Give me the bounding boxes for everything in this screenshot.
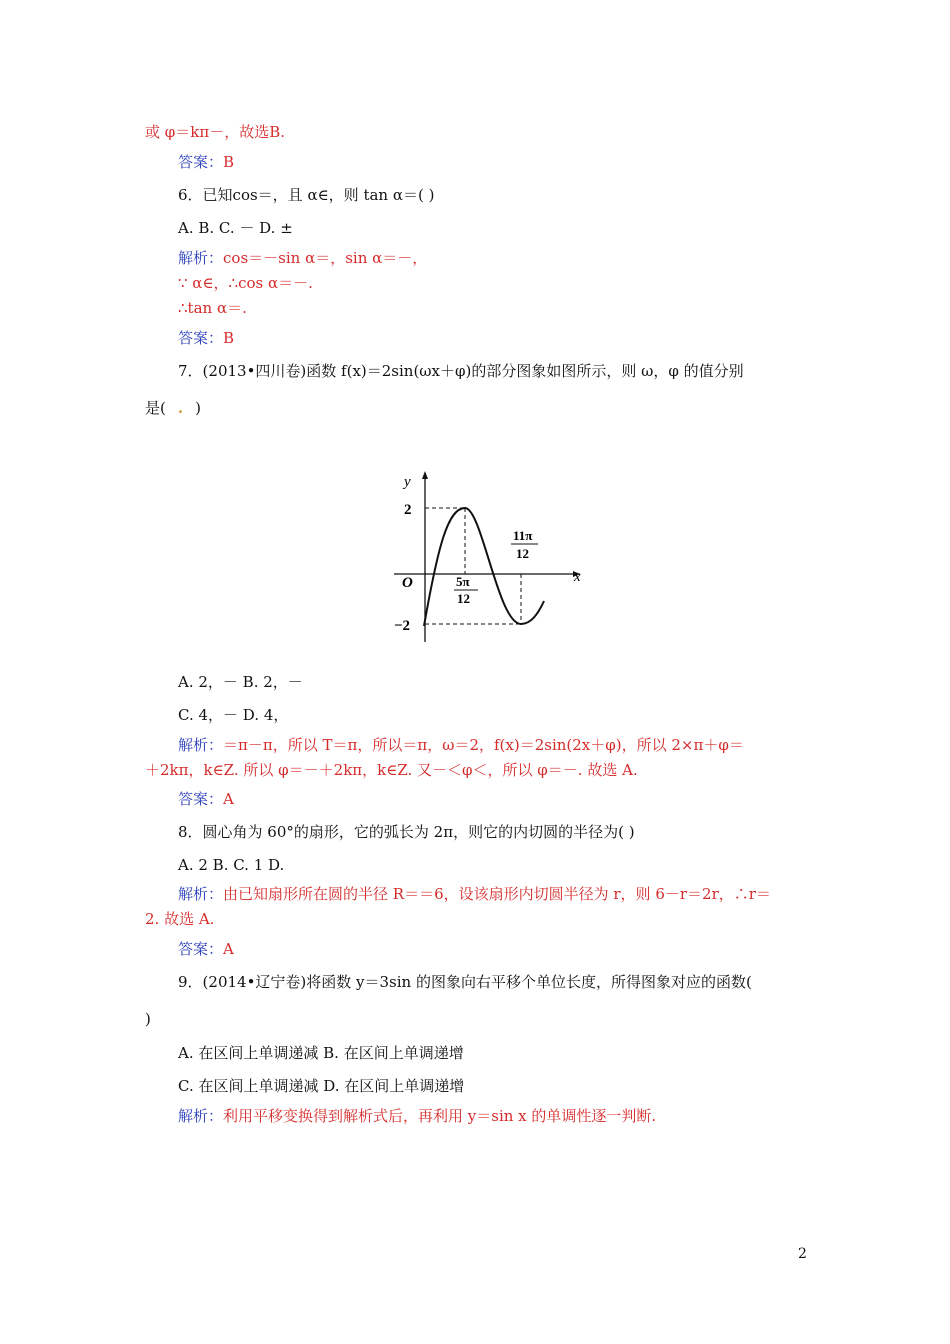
sine-graph-figure [388, 466, 598, 646]
y-max-label: 2 [404, 502, 412, 518]
y-min-label: −2 [394, 618, 411, 634]
question-7-options-cd: C. 4，－ D. 4， [178, 706, 289, 724]
answer-value: B [223, 329, 235, 347]
answer-label: 答案： [178, 329, 224, 347]
tick-11pi-12-den: 12 [516, 546, 529, 561]
question-8-answer [178, 939, 234, 959]
question-7-open: 是( [145, 399, 166, 417]
question-6-answer [178, 328, 234, 348]
answer-value: A [223, 940, 234, 958]
y-axis-label: y [404, 474, 411, 490]
question-8-solution-1 [178, 884, 771, 904]
question-7-line-2 [145, 398, 201, 418]
question-7-solution-2: ＋2kπ，k∈Z. 所以 φ＝－＋2kπ，k∈Z. 又－＜φ＜，所以 φ＝－. 故选 A. [145, 761, 638, 779]
x-axis-label: x [574, 569, 581, 585]
question-9-solution-1 [178, 1106, 656, 1126]
solution-text: cos＝－sin α＝，sin α＝－， [223, 249, 428, 267]
question-6-solution-3: ∴tan α＝. [178, 299, 247, 317]
solution-label: 解析： [178, 1107, 224, 1125]
answer-value: A [223, 790, 234, 808]
solution-text: 利用平移变换得到解析式后，再利用 y＝sin x 的单调性逐一判断. [223, 1107, 657, 1125]
question-7-close: ) [195, 399, 201, 417]
question-6-solution-1 [178, 248, 427, 268]
sine-curve [424, 508, 544, 626]
question-8: 8．圆心角为 60°的扇形，它的弧长为 2π，则它的内切圆的半径为( ) [178, 823, 635, 841]
answer-label: 答案： [178, 153, 224, 171]
question-8-options: A. 2 B. C. 1 D. [178, 856, 285, 874]
tick-5pi-12-num: 5π [456, 574, 470, 589]
solution-label: 解析： [178, 736, 224, 754]
question-9-line-2: ) [145, 1010, 151, 1028]
answer-value: B [223, 153, 235, 171]
question-7-line-1: 7．(2013•四川卷)函数 f(x)＝2sin(ωx＋φ)的部分图象如图所示，则 ω，φ 的值分别 [178, 362, 744, 380]
solution-label: 解析： [178, 885, 224, 903]
watermark-dot: . [177, 399, 184, 417]
y-axis-arrow [422, 471, 428, 479]
question-9-options-cd: C. 在区间上单调递减 D. 在区间上单调递增 [178, 1077, 465, 1095]
tick-5pi-12-den: 12 [457, 591, 470, 606]
origin-label: O [402, 575, 413, 591]
question-6: 6．已知cos＝，且 α∈，则 tan α＝( ) [178, 186, 435, 204]
tick-11pi-12-num: 11π [513, 528, 533, 543]
question-8-solution-2: 2. 故选 A. [145, 910, 215, 928]
solution-label: 解析： [178, 249, 224, 267]
answer-label: 答案： [178, 940, 224, 958]
question-9-line-1: 9．(2014•辽宁卷)将函数 y＝3sin 的图象向右平移个单位长度，所得图象对应的函数( [178, 973, 752, 991]
answer-line [178, 152, 234, 172]
continued-solution-line: 或 φ＝kπ－，故选B. [145, 123, 286, 141]
solution-text: 由已知扇形所在圆的半径 R＝＝6，设该扇形内切圆半径为 r，则 6－r＝2r，∴r＝ [223, 885, 771, 903]
question-7-answer [178, 789, 234, 809]
answer-label: 答案： [178, 790, 224, 808]
question-7-options-ab: A. 2，－ B. 2，－ [178, 673, 303, 691]
question-7-solution-1 [178, 735, 744, 755]
solution-text: ＝π－π，所以 T＝π，所以＝π，ω＝2，f(x)＝2sin(2x＋φ)，所以 2×π＋φ＝ [223, 736, 744, 754]
page-number: 2 [798, 1246, 807, 1262]
question-9-options-ab: A. 在区间上单调递减 B. 在区间上单调递增 [178, 1044, 464, 1062]
question-6-solution-2: ∵ α∈，∴cos α＝－. [178, 274, 313, 292]
question-6-options: A. B. C. － D. ± [178, 219, 293, 237]
